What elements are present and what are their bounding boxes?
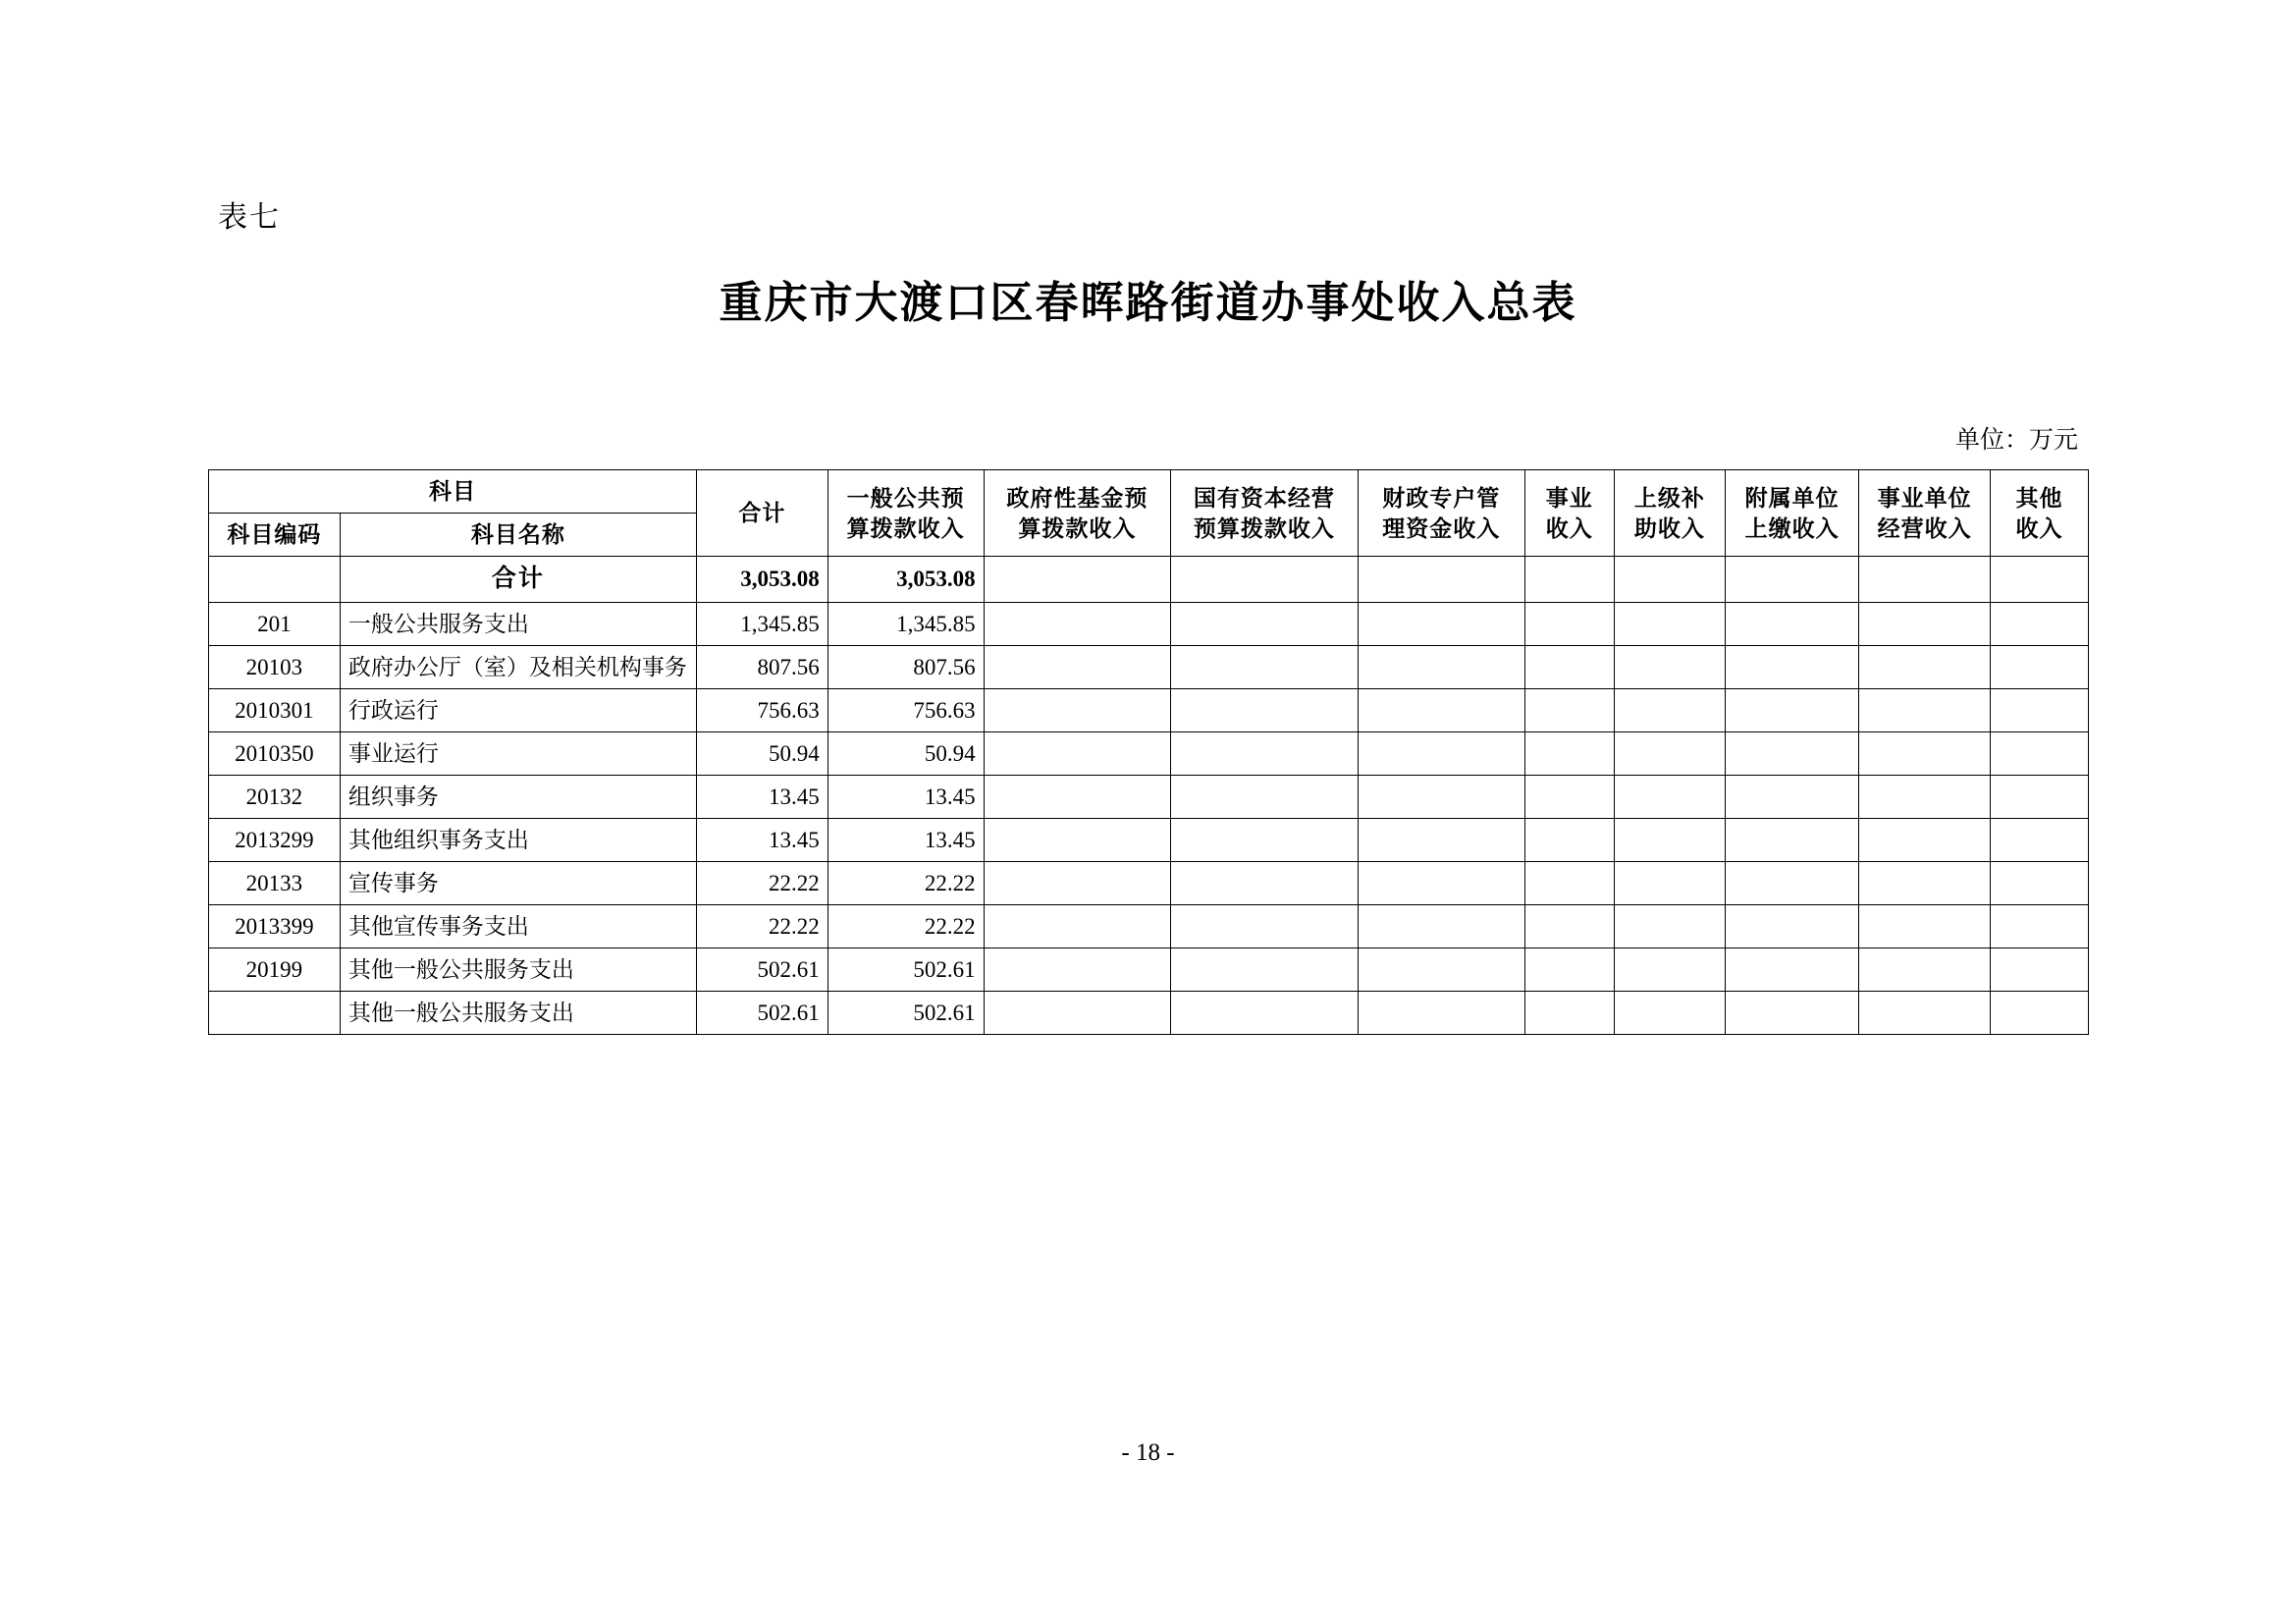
cell-value: 13.45 (828, 819, 984, 862)
cell-value (1859, 688, 1991, 731)
cell-value (1726, 557, 1859, 603)
cell-value: 50.94 (828, 731, 984, 775)
cell-value (984, 731, 1171, 775)
cell-value (984, 905, 1171, 948)
cell-value (1859, 862, 1991, 905)
cell-value (1358, 731, 1524, 775)
cell-value: 22.22 (828, 862, 984, 905)
cell-subject-name: 事业运行 (340, 731, 696, 775)
cell-value: 1,345.85 (696, 602, 828, 645)
cell-value (1614, 688, 1725, 731)
cell-subject-code: 2013299 (209, 819, 341, 862)
cell-value (1171, 905, 1359, 948)
cell-subject-code: 20133 (209, 862, 341, 905)
table-row (209, 645, 2089, 688)
cell-value (1358, 948, 1524, 992)
cell-value (1859, 602, 1991, 645)
page-title: 重庆市大渡口区春晖路街道办事处收入总表 (719, 279, 1577, 327)
cell-value: 502.61 (828, 948, 984, 992)
cell-value (1614, 776, 1725, 819)
cell-value (1726, 688, 1859, 731)
cell-value (1524, 948, 1614, 992)
header-col-general-public-budget: 一般公共预 算拨款收入 (828, 470, 984, 557)
cell-subject-code: 20132 (209, 776, 341, 819)
cell-value (1859, 819, 1991, 862)
page-number: - 18 - (1121, 1439, 1175, 1466)
cell-subject-name: 政府办公厅（室）及相关机构事务 (340, 645, 696, 688)
cell-value (984, 819, 1171, 862)
cell-value (1726, 905, 1859, 948)
cell-subject-code: 20199 (209, 948, 341, 992)
table-header (209, 470, 2089, 557)
cell-value (1524, 731, 1614, 775)
cell-subject-name: 行政运行 (340, 688, 696, 731)
cell-value (1358, 645, 1524, 688)
unit-note: 单位：万元 (1954, 427, 2078, 454)
cell-value (1614, 992, 1725, 1035)
cell-subject-code (209, 992, 341, 1035)
cell-value (1171, 602, 1359, 645)
cell-value: 807.56 (696, 645, 828, 688)
cell-value (1524, 557, 1614, 603)
cell-value: 13.45 (696, 776, 828, 819)
cell-value (1171, 557, 1359, 603)
cell-value (1991, 905, 2089, 948)
cell-subject-name: 其他组织事务支出 (340, 819, 696, 862)
cell-value (1859, 645, 1991, 688)
cell-value (1726, 776, 1859, 819)
header-col-institution-operating: 事业单位 经营收入 (1859, 470, 1991, 557)
cell-value (1524, 905, 1614, 948)
table-label: 表七 (218, 201, 281, 234)
table-row (209, 731, 2089, 775)
cell-subject-name: 其他一般公共服务支出 (340, 992, 696, 1035)
cell-value (1726, 948, 1859, 992)
cell-value (1358, 557, 1524, 603)
cell-value: 502.61 (696, 948, 828, 992)
cell-value (1614, 905, 1725, 948)
cell-value (1358, 688, 1524, 731)
cell-subject-name: 宣传事务 (340, 862, 696, 905)
cell-value (1358, 602, 1524, 645)
cell-value: 3,053.08 (828, 557, 984, 603)
cell-value (1524, 992, 1614, 1035)
cell-value (1614, 602, 1725, 645)
cell-value (1614, 645, 1725, 688)
cell-subject-code: 2010301 (209, 688, 341, 731)
cell-value: 807.56 (828, 645, 984, 688)
cell-value (1726, 731, 1859, 775)
cell-value (1991, 862, 2089, 905)
table-row (209, 688, 2089, 731)
cell-value (1859, 731, 1991, 775)
header-col-subordinate-remittance: 附属单位 上缴收入 (1726, 470, 1859, 557)
cell-value (1171, 776, 1359, 819)
cell-value (1991, 731, 2089, 775)
cell-value: 756.63 (828, 688, 984, 731)
cell-value (1859, 557, 1991, 603)
cell-value (1726, 645, 1859, 688)
cell-value (1859, 776, 1991, 819)
cell-value (984, 602, 1171, 645)
cell-value (1991, 602, 2089, 645)
cell-value (1991, 688, 2089, 731)
cell-value (1358, 905, 1524, 948)
cell-value (1991, 948, 2089, 992)
header-subject-name: 科目名称 (340, 514, 696, 557)
cell-value (1171, 819, 1359, 862)
income-summary-table (208, 469, 2089, 1035)
cell-value (1614, 862, 1725, 905)
header-col-institution-income: 事业 收入 (1524, 470, 1614, 557)
header-col-total: 合计 (696, 470, 828, 557)
cell-value (1524, 862, 1614, 905)
cell-value: 3,053.08 (696, 557, 828, 603)
cell-value: 22.22 (696, 905, 828, 948)
cell-value (1171, 645, 1359, 688)
cell-subject-name: 其他一般公共服务支出 (340, 948, 696, 992)
cell-value: 756.63 (696, 688, 828, 731)
cell-value (984, 776, 1171, 819)
cell-value: 1,345.85 (828, 602, 984, 645)
cell-value (1524, 819, 1614, 862)
cell-value (1614, 557, 1725, 603)
cell-value (1171, 992, 1359, 1035)
cell-value (1991, 776, 2089, 819)
table-row (209, 948, 2089, 992)
cell-value (1171, 688, 1359, 731)
cell-value (1614, 731, 1725, 775)
cell-value (984, 688, 1171, 731)
cell-value (1859, 948, 1991, 992)
cell-value (984, 862, 1171, 905)
cell-value (1171, 731, 1359, 775)
cell-value (1726, 862, 1859, 905)
cell-value (1524, 688, 1614, 731)
cell-value (1524, 776, 1614, 819)
table-row (209, 776, 2089, 819)
cell-value: 13.45 (696, 819, 828, 862)
header-subject-code: 科目编码 (209, 514, 341, 557)
cell-subject-name: 组织事务 (340, 776, 696, 819)
header-col-state-capital-budget: 国有资本经营 预算拨款收入 (1171, 470, 1359, 557)
header-col-gov-fund-budget: 政府性基金预 算拨款收入 (984, 470, 1171, 557)
cell-value: 502.61 (828, 992, 984, 1035)
cell-value (1991, 992, 2089, 1035)
cell-subject-code (209, 557, 341, 603)
cell-value (984, 645, 1171, 688)
table-row (209, 992, 2089, 1035)
cell-value (1614, 819, 1725, 862)
table-row (209, 602, 2089, 645)
cell-value (1171, 862, 1359, 905)
cell-value (1171, 948, 1359, 992)
cell-subject-code: 201 (209, 602, 341, 645)
table-row (209, 819, 2089, 862)
cell-value (1859, 905, 1991, 948)
cell-value (1726, 819, 1859, 862)
cell-value: 13.45 (828, 776, 984, 819)
cell-value (1358, 992, 1524, 1035)
header-col-superior-subsidy: 上级补 助收入 (1614, 470, 1725, 557)
cell-value (1991, 819, 2089, 862)
cell-value (984, 557, 1171, 603)
cell-subject-code: 20103 (209, 645, 341, 688)
cell-subject-code: 2010350 (209, 731, 341, 775)
cell-value (1358, 776, 1524, 819)
cell-value (1524, 645, 1614, 688)
cell-value (1726, 992, 1859, 1035)
cell-value (1991, 557, 2089, 603)
header-subject-group: 科目 (209, 470, 697, 514)
cell-value (984, 948, 1171, 992)
cell-subject-name: 其他宣传事务支出 (340, 905, 696, 948)
cell-value: 502.61 (696, 992, 828, 1035)
header-col-fiscal-account-funds: 财政专户管 理资金收入 (1358, 470, 1524, 557)
cell-subject-code: 2013399 (209, 905, 341, 948)
cell-value (1859, 992, 1991, 1035)
cell-value (1991, 645, 2089, 688)
cell-subject-name: 合计 (340, 557, 696, 603)
table-row (209, 862, 2089, 905)
table-body (209, 557, 2089, 1035)
cell-value (1524, 602, 1614, 645)
cell-value (1726, 602, 1859, 645)
cell-value: 22.22 (828, 905, 984, 948)
table-row (209, 557, 2089, 603)
cell-subject-name: 一般公共服务支出 (340, 602, 696, 645)
cell-value: 22.22 (696, 862, 828, 905)
cell-value (1358, 819, 1524, 862)
cell-value (1358, 862, 1524, 905)
cell-value (984, 992, 1171, 1035)
table-row (209, 905, 2089, 948)
cell-value (1614, 948, 1725, 992)
header-col-other-income: 其他 收入 (1991, 470, 2089, 557)
table-header-row-1 (209, 470, 2089, 514)
cell-value: 50.94 (696, 731, 828, 775)
